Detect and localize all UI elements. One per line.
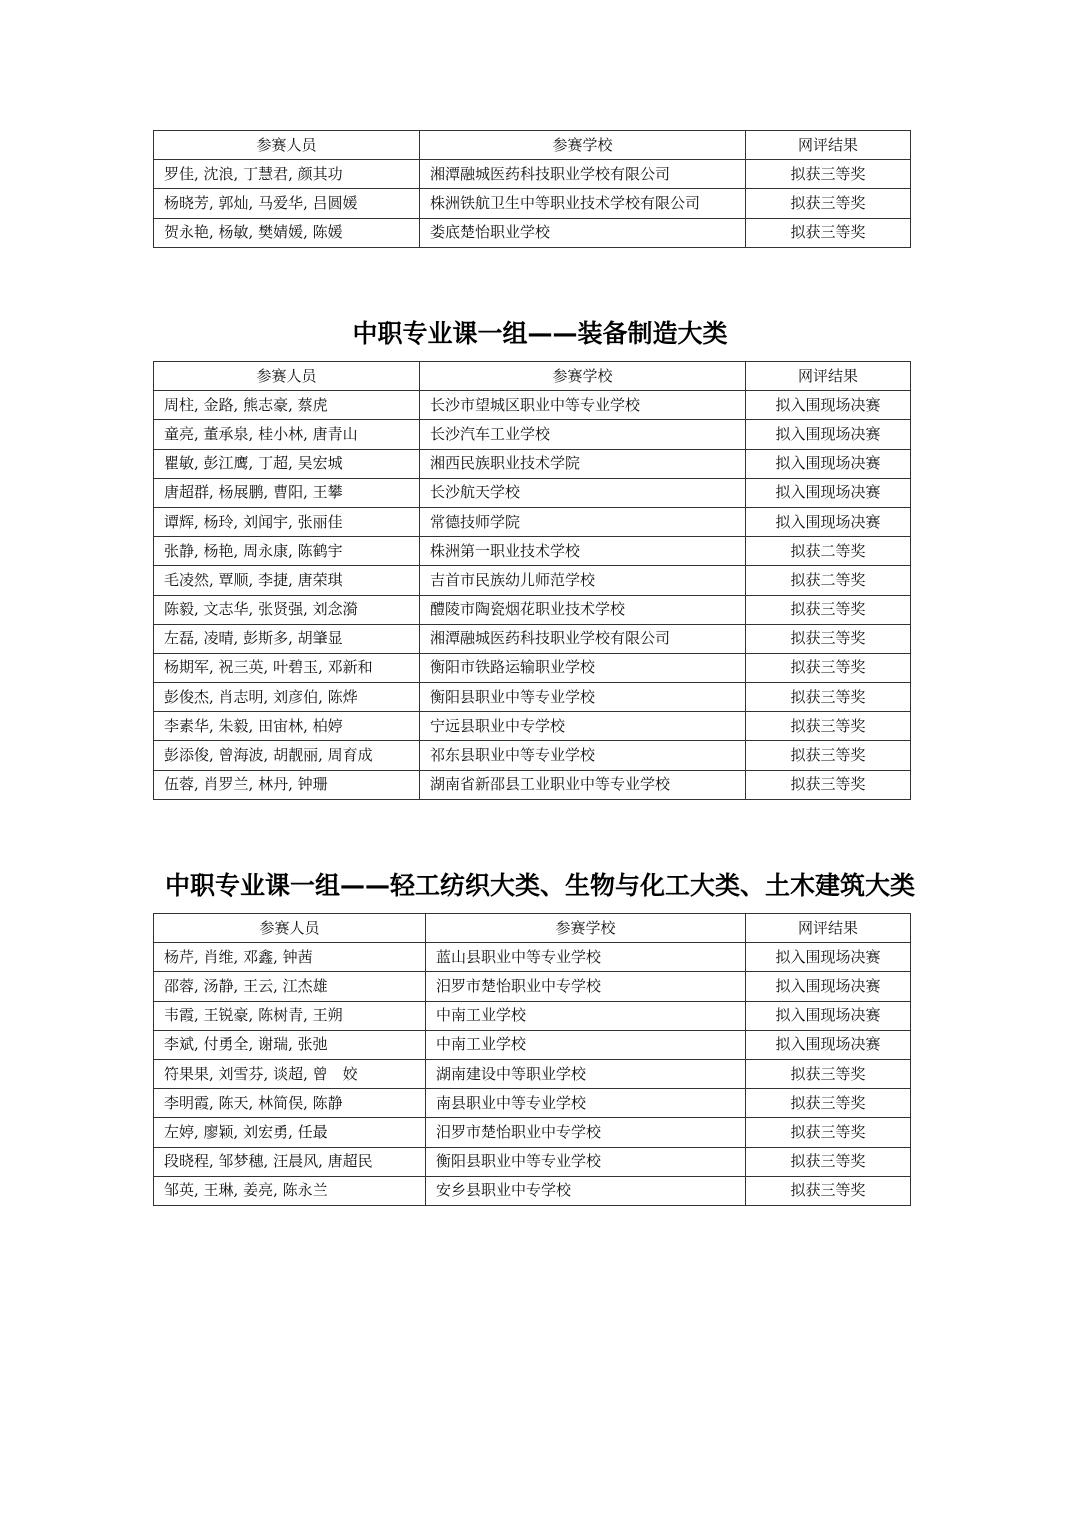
members-cell: 韦霞, 王锐豪, 陈树青, 王朔 xyxy=(154,1001,426,1030)
result-cell: 拟入围现场决赛 xyxy=(746,943,911,972)
header-members: 参赛人员 xyxy=(154,362,420,391)
results-table-3 xyxy=(153,913,911,1206)
table-header-row xyxy=(154,131,911,160)
school-cell: 娄底楚怡职业学校 xyxy=(420,218,746,247)
header-result: 网评结果 xyxy=(746,362,911,391)
school-cell: 吉首市民族幼儿师范学校 xyxy=(420,566,746,595)
school-cell: 长沙市望城区职业中等专业学校 xyxy=(420,391,746,420)
school-cell: 湖南省新邵县工业职业中等专业学校 xyxy=(420,770,746,799)
table-row xyxy=(154,1147,911,1176)
table-row xyxy=(154,1059,911,1088)
members-cell: 陈毅, 文志华, 张贤强, 刘念漪 xyxy=(154,595,420,624)
school-cell: 衡阳县职业中等专业学校 xyxy=(420,683,746,712)
school-cell: 中南工业学校 xyxy=(426,1001,746,1030)
result-cell: 拟入围现场决赛 xyxy=(746,1001,911,1030)
school-cell: 蓝山县职业中等专业学校 xyxy=(426,943,746,972)
members-cell: 谭辉, 杨玲, 刘闻宇, 张丽佳 xyxy=(154,507,420,536)
results-table-2 xyxy=(153,361,911,800)
members-cell: 符果果, 刘雪芬, 谈超, 曾 姣 xyxy=(154,1059,426,1088)
members-cell: 张静, 杨艳, 周永康, 陈鹤宇 xyxy=(154,537,420,566)
table-header-row xyxy=(154,362,911,391)
school-cell: 常德技师学院 xyxy=(420,507,746,536)
result-cell: 拟获二等奖 xyxy=(746,537,911,566)
header-school: 参赛学校 xyxy=(426,914,746,943)
result-cell: 拟入围现场决赛 xyxy=(746,1030,911,1059)
school-cell: 衡阳县职业中等专业学校 xyxy=(426,1147,746,1176)
members-cell: 李斌, 付勇全, 谢瑞, 张弛 xyxy=(154,1030,426,1059)
school-cell: 祁东县职业中等专业学校 xyxy=(420,741,746,770)
header-result: 网评结果 xyxy=(746,131,911,160)
table-row xyxy=(154,391,911,420)
result-cell: 拟入围现场决赛 xyxy=(746,507,911,536)
result-cell: 拟获三等奖 xyxy=(746,683,911,712)
members-cell: 邵蓉, 汤静, 王云, 江杰雄 xyxy=(154,972,426,1001)
result-cell: 拟获三等奖 xyxy=(746,189,911,218)
result-cell: 拟入围现场决赛 xyxy=(746,420,911,449)
result-cell: 拟获三等奖 xyxy=(746,595,911,624)
result-cell: 拟获三等奖 xyxy=(746,1118,911,1147)
table-row xyxy=(154,1030,911,1059)
table-row xyxy=(154,420,911,449)
school-cell: 湘潭融城医药科技职业学校有限公司 xyxy=(420,160,746,189)
school-cell: 汨罗市楚怡职业中专学校 xyxy=(426,1118,746,1147)
table1-section xyxy=(153,130,910,248)
school-cell: 长沙航天学校 xyxy=(420,478,746,507)
table-row xyxy=(154,1001,911,1030)
table-row xyxy=(154,1089,911,1118)
members-cell: 李素华, 朱毅, 田宙林, 柏婷 xyxy=(154,712,420,741)
result-cell: 拟获三等奖 xyxy=(746,160,911,189)
table-row xyxy=(154,624,911,653)
table-row xyxy=(154,537,911,566)
table-row xyxy=(154,741,911,770)
table-row xyxy=(154,218,911,247)
school-cell: 长沙汽车工业学校 xyxy=(420,420,746,449)
members-cell: 邹英, 王琳, 姜亮, 陈永兰 xyxy=(154,1176,426,1205)
results-table-1 xyxy=(153,130,911,248)
table-row xyxy=(154,972,911,1001)
section-title-light-industry: 中职专业课一组——轻工纺织大类、生物与化工大类、土木建筑大类 xyxy=(164,871,915,900)
table-row xyxy=(154,770,911,799)
members-cell: 杨晓芳, 郭灿, 马爱华, 吕圆媛 xyxy=(154,189,420,218)
result-cell: 拟获三等奖 xyxy=(746,1147,911,1176)
header-result: 网评结果 xyxy=(746,914,911,943)
result-cell: 拟获三等奖 xyxy=(746,712,911,741)
school-cell: 株洲第一职业技术学校 xyxy=(420,537,746,566)
result-cell: 拟入围现场决赛 xyxy=(746,449,911,478)
result-cell: 拟获三等奖 xyxy=(746,770,911,799)
table-row xyxy=(154,1176,911,1205)
members-cell: 瞿敏, 彭江鹰, 丁超, 吴宏城 xyxy=(154,449,420,478)
table-row xyxy=(154,566,911,595)
school-cell: 衡阳市铁路运输职业学校 xyxy=(420,653,746,682)
table3-body xyxy=(154,943,911,1206)
result-cell: 拟入围现场决赛 xyxy=(746,478,911,507)
table-row xyxy=(154,189,911,218)
table-row xyxy=(154,683,911,712)
table-row xyxy=(154,478,911,507)
table2-section xyxy=(153,361,910,800)
section-title-equipment: 中职专业课一组——装备制造大类 xyxy=(352,319,728,348)
members-cell: 杨芹, 肖维, 邓鑫, 钟茜 xyxy=(154,943,426,972)
school-cell: 汨罗市楚怡职业中专学校 xyxy=(426,972,746,1001)
members-cell: 左磊, 凌晴, 彭斯多, 胡肇显 xyxy=(154,624,420,653)
header-members: 参赛人员 xyxy=(154,131,420,160)
table-row xyxy=(154,160,911,189)
result-cell: 拟获三等奖 xyxy=(746,741,911,770)
result-cell: 拟获三等奖 xyxy=(746,653,911,682)
members-cell: 段晓程, 邹梦穗, 汪晨风, 唐超民 xyxy=(154,1147,426,1176)
table-row xyxy=(154,449,911,478)
table3-section xyxy=(153,913,910,1206)
members-cell: 伍蓉, 肖罗兰, 林丹, 钟珊 xyxy=(154,770,420,799)
members-cell: 罗佳, 沈浪, 丁慧君, 颜其功 xyxy=(154,160,420,189)
header-members: 参赛人员 xyxy=(154,914,426,943)
school-cell: 株洲铁航卫生中等职业技术学校有限公司 xyxy=(420,189,746,218)
result-cell: 拟获三等奖 xyxy=(746,1089,911,1118)
school-cell: 湘西民族职业技术学院 xyxy=(420,449,746,478)
table1-body xyxy=(154,160,911,248)
members-cell: 杨期军, 祝三英, 叶碧玉, 邓新和 xyxy=(154,653,420,682)
members-cell: 唐超群, 杨展鹏, 曹阳, 王攀 xyxy=(154,478,420,507)
result-cell: 拟获三等奖 xyxy=(746,1059,911,1088)
result-cell: 拟获三等奖 xyxy=(746,218,911,247)
members-cell: 彭俊杰, 肖志明, 刘彦伯, 陈烨 xyxy=(154,683,420,712)
table-row xyxy=(154,653,911,682)
members-cell: 李明霞, 陈天, 林简俣, 陈静 xyxy=(154,1089,426,1118)
members-cell: 彭添俊, 曾海波, 胡靓丽, 周育成 xyxy=(154,741,420,770)
members-cell: 贺永艳, 杨敏, 樊婧媛, 陈媛 xyxy=(154,218,420,247)
members-cell: 童亮, 董承泉, 桂小林, 唐青山 xyxy=(154,420,420,449)
table-row xyxy=(154,507,911,536)
table-row xyxy=(154,712,911,741)
result-cell: 拟获二等奖 xyxy=(746,566,911,595)
table-row xyxy=(154,1118,911,1147)
school-cell: 湖南建设中等职业学校 xyxy=(426,1059,746,1088)
school-cell: 湘潭融城医药科技职业学校有限公司 xyxy=(420,624,746,653)
members-cell: 毛凌然, 覃顺, 李捷, 唐荣琪 xyxy=(154,566,420,595)
table-header-row xyxy=(154,914,911,943)
result-cell: 拟入围现场决赛 xyxy=(746,391,911,420)
header-school: 参赛学校 xyxy=(420,131,746,160)
table2-body xyxy=(154,391,911,800)
school-cell: 南县职业中等专业学校 xyxy=(426,1089,746,1118)
school-cell: 安乡县职业中专学校 xyxy=(426,1176,746,1205)
result-cell: 拟获三等奖 xyxy=(746,624,911,653)
table-row xyxy=(154,943,911,972)
table-row xyxy=(154,595,911,624)
school-cell: 醴陵市陶瓷烟花职业技术学校 xyxy=(420,595,746,624)
result-cell: 拟入围现场决赛 xyxy=(746,972,911,1001)
school-cell: 宁远县职业中专学校 xyxy=(420,712,746,741)
school-cell: 中南工业学校 xyxy=(426,1030,746,1059)
result-cell: 拟获三等奖 xyxy=(746,1176,911,1205)
header-school: 参赛学校 xyxy=(420,362,746,391)
members-cell: 周柱, 金路, 熊志豪, 蔡虎 xyxy=(154,391,420,420)
members-cell: 左婷, 廖颖, 刘宏勇, 任最 xyxy=(154,1118,426,1147)
